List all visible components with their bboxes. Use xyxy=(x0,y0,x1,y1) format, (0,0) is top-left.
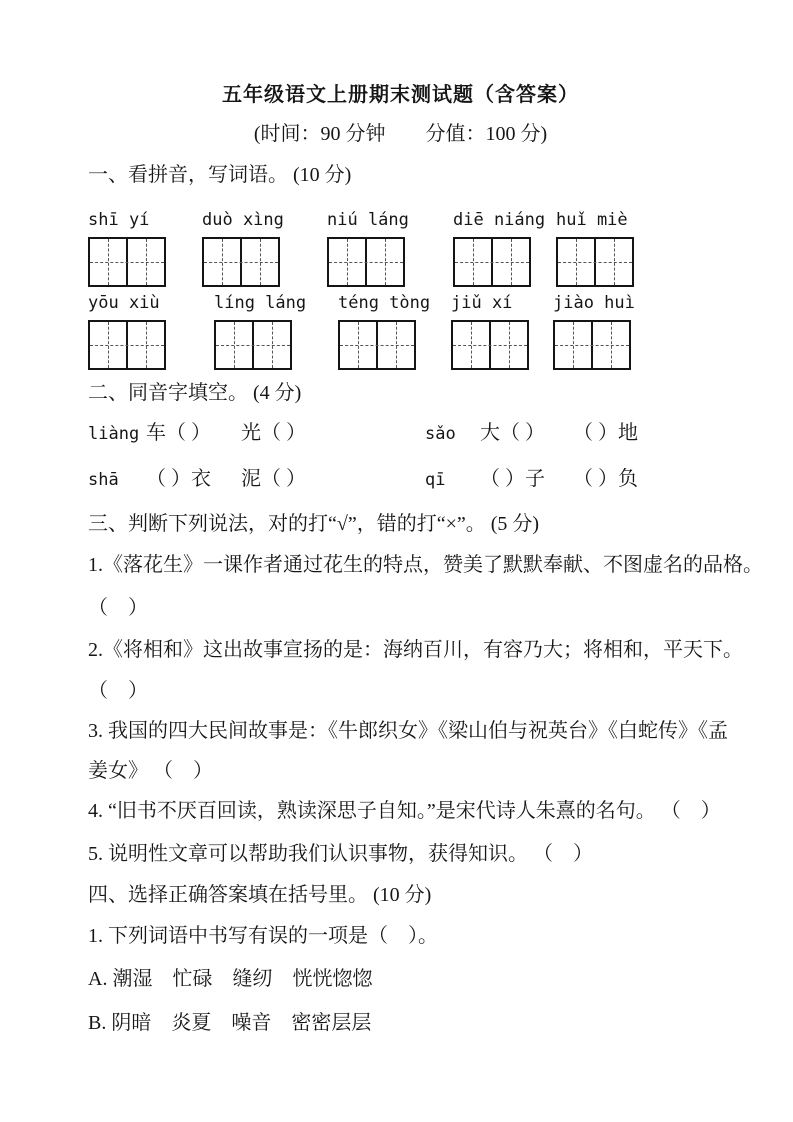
grid-cell xyxy=(90,322,126,368)
judge-item-3-text-line1: 3. 我国的四大民间故事是：《牛郎织女》《梁山伯与祝英台》《白蛇传》《孟 xyxy=(88,720,728,742)
grid-cell xyxy=(594,239,632,285)
grid-cell xyxy=(340,322,376,368)
fill-blank-term: 车（ ） xyxy=(146,422,211,444)
pinyin-word-unit xyxy=(214,290,307,370)
pinyin-word-unit xyxy=(556,207,634,287)
grid-cell xyxy=(591,322,629,368)
grid-cell xyxy=(376,322,414,368)
fill-blank-term: （ ）地 xyxy=(573,422,638,444)
judge-item-2-text: 2.《将相和》这出故事宣扬的是：海纳百川，有容乃大；将相和，平天下。 xyxy=(88,639,743,661)
pinyin-word-unit xyxy=(453,207,546,287)
choice-question-1: 1. 下列词语中书写有误的一项是（ ）。 xyxy=(88,925,438,947)
writing-grid xyxy=(202,237,280,287)
fill-blank-term: （ ）负 xyxy=(573,468,638,490)
grid-cell xyxy=(555,322,591,368)
pinyin-label: shī yí xyxy=(88,210,150,230)
writing-grid xyxy=(88,237,166,287)
grid-cell xyxy=(126,239,164,285)
section3-heading: 三、判断下列说法，对的打“√”，错的打“×”。 (5 分) xyxy=(88,513,540,535)
section1-heading: 一、看拼音，写词语。 (10 分) xyxy=(88,164,352,186)
pinyin-label: shā xyxy=(88,470,119,490)
pinyin-label: líng láng xyxy=(214,293,307,313)
pinyin-row-2 xyxy=(88,290,713,370)
fill-blank-term: （ ）衣 xyxy=(146,468,211,490)
choice-option-a: A. 潮湿 忙碌 缝纫 恍恍惚惚 xyxy=(88,968,373,990)
pinyin-label: diē niáng xyxy=(453,210,546,230)
grid-cell xyxy=(455,239,491,285)
writing-grid xyxy=(338,320,416,370)
grid-cell xyxy=(453,322,489,368)
grid-cell xyxy=(329,239,365,285)
section2-heading: 二、同音字填空。 (4 分) xyxy=(88,382,302,404)
homophone-row-1 xyxy=(88,419,713,451)
pinyin-label: sǎo xyxy=(425,424,456,444)
pinyin-label: téng tòng xyxy=(338,293,431,313)
writing-grid xyxy=(451,320,529,370)
pinyin-word-unit xyxy=(88,207,166,287)
writing-grid xyxy=(88,320,166,370)
homophone-right-group xyxy=(425,465,666,497)
judge-item-5-text: 5. 说明性文章可以帮助我们认识事物，获得知识。 （ ） xyxy=(88,843,593,865)
grid-cell xyxy=(204,239,240,285)
pinyin-label: jiào huì xyxy=(553,293,635,313)
grid-cell xyxy=(252,322,290,368)
choice-option-b: B. 阴暗 炎夏 噪音 密密层层 xyxy=(88,1012,372,1034)
pinyin-word-unit xyxy=(327,207,409,287)
judge-item-2-bracket: （ ） xyxy=(88,680,148,702)
homophone-right-group xyxy=(425,419,666,451)
judge-item-1-bracket: （ ） xyxy=(88,597,148,619)
judge-item-1-text: 1.《落花生》一课作者通过花生的特点，赞美了默默奉献、不图虚名的品格。 xyxy=(88,554,763,576)
grid-cell xyxy=(240,239,278,285)
grid-cell xyxy=(90,239,126,285)
pinyin-label: duò xìng xyxy=(202,210,284,230)
pinyin-word-unit xyxy=(202,207,284,287)
grid-cell xyxy=(558,239,594,285)
pinyin-label: jiǔ xí xyxy=(451,293,513,313)
fill-blank-term: 泥（ ） xyxy=(241,468,306,490)
homophone-row-2 xyxy=(88,465,713,497)
pinyin-row-1 xyxy=(88,207,713,287)
fill-blank-term: 大（ ） xyxy=(480,422,545,444)
grid-cell xyxy=(491,239,529,285)
judge-item-4-text: 4. “旧书不厌百回读，熟读深思子自知。”是宋代诗人朱熹的名句。 （ ） xyxy=(88,800,721,822)
homophone-left-group xyxy=(88,419,425,451)
pinyin-label: yōu xiù xyxy=(88,293,160,313)
grid-cell xyxy=(126,322,164,368)
pinyin-word-unit xyxy=(553,290,635,370)
writing-grid xyxy=(556,237,634,287)
page-title: 五年级语文上册期末测试题（含答案） xyxy=(222,84,579,106)
homophone-left-group xyxy=(88,465,425,497)
exam-time-score-info: (时间：90 分钟 分值：100 分) xyxy=(253,123,548,145)
pinyin-label: niú láng xyxy=(327,210,409,230)
writing-grid xyxy=(553,320,631,370)
judge-item-3-text-line2: 姜女》 （ ） xyxy=(88,760,213,782)
pinyin-label: huǐ miè xyxy=(556,210,628,230)
pinyin-word-unit xyxy=(88,290,166,370)
pinyin-word-unit xyxy=(338,290,431,370)
writing-grid xyxy=(327,237,405,287)
pinyin-label: liàng xyxy=(88,424,140,444)
fill-blank-term: （ ）子 xyxy=(480,468,545,490)
pinyin-word-unit xyxy=(451,290,529,370)
writing-grid xyxy=(453,237,531,287)
grid-cell xyxy=(489,322,527,368)
pinyin-label: qī xyxy=(425,470,446,490)
writing-grid xyxy=(214,320,292,370)
grid-cell xyxy=(216,322,252,368)
fill-blank-term: 光（ ） xyxy=(241,422,306,444)
grid-cell xyxy=(365,239,403,285)
section4-heading: 四、选择正确答案填在括号里。 (10 分) xyxy=(88,884,432,906)
